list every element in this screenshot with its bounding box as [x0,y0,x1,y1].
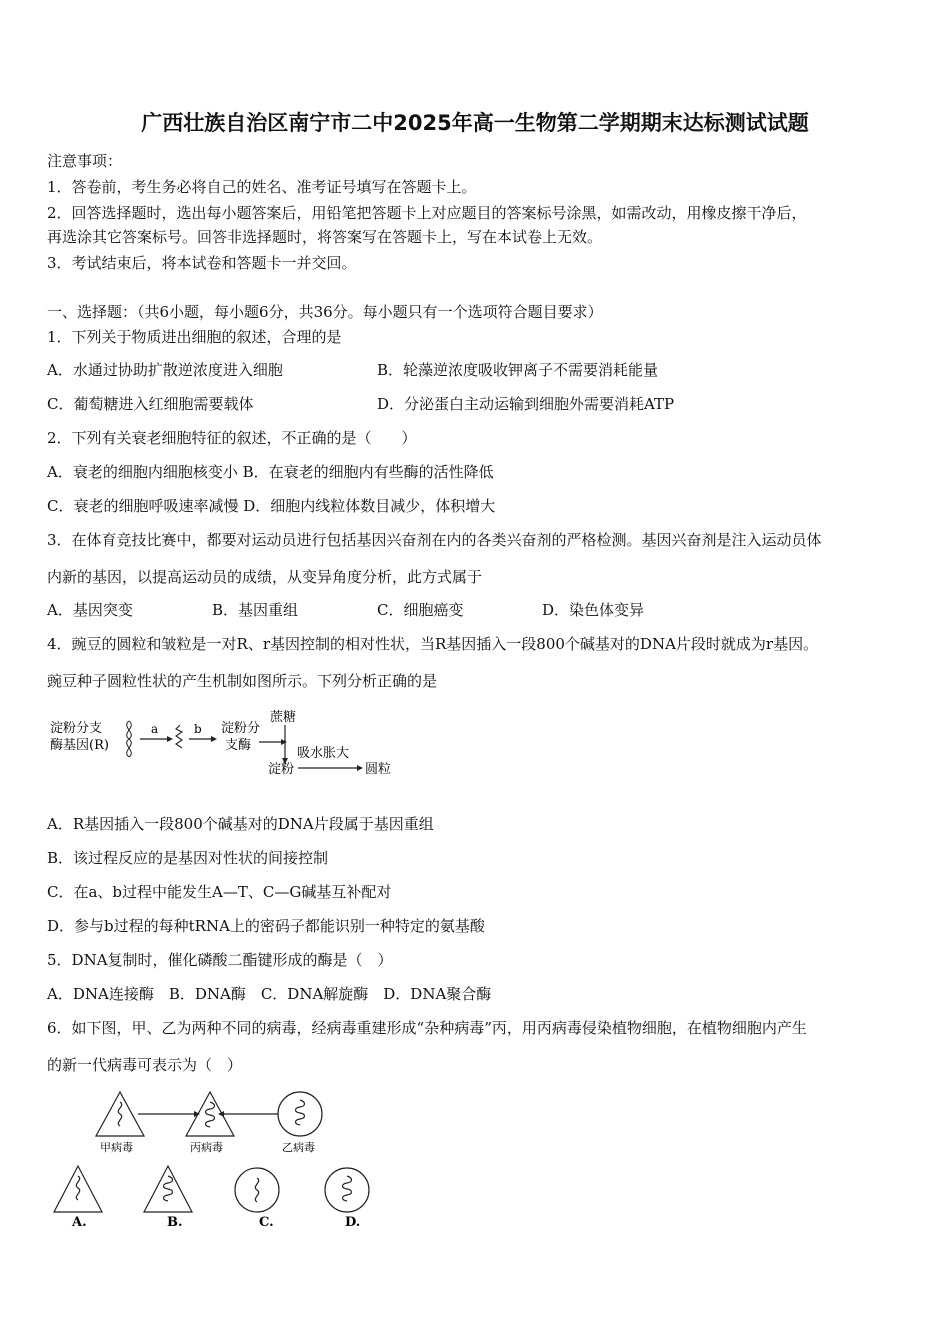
rna-wave-icon [76,1176,79,1200]
q4-stem-line2: 豌豆种子圆粒性状的产生机制如图所示。下列分析正确的是 [47,672,438,690]
label-virus-jia: 甲病毒 [100,1141,133,1154]
rna-wave-icon [118,1102,121,1126]
enzyme-label-line1: 淀粉分 [221,721,261,736]
notice-item-1: 1．答卷前，考生务必将自己的姓名、准考证号填写在答题卡上。 [47,178,477,196]
label-virus-yi: 乙病毒 [282,1141,315,1154]
option-c-label: C. [259,1215,274,1230]
gene-label-line2: 酶基因(R) [50,738,109,753]
virus-yi-circle-icon [278,1092,322,1136]
option-a-label: A. [72,1215,87,1230]
mrna-icon [176,725,182,748]
q1-stem: 1．下列关于物质进出细胞的叙述，合理的是 [47,328,342,346]
q3-option-c: C．细胞癌变 [377,601,464,619]
rna-wave-icon [255,1178,258,1202]
q4-option-c: C．在a、b过程中能发生A—T、C—G碱基互补配对 [47,883,392,901]
q4-option-d: D．参与b过程的每种tRNA上的密码子都能识别一种特定的氨基酸 [47,917,485,935]
rna-coil-icon [343,1176,352,1201]
q2-stem: 2．下列有关衰老细胞特征的叙述，不正确的是（ ） [47,429,417,447]
dna-helix-icon [127,721,132,757]
q5-stem: 5．DNA复制时，催化磷酸二酯键形成的酶是（ ） [47,951,393,969]
q1-option-b: B．轮藻逆浓度吸收钾离子不需要消耗能量 [377,361,659,379]
notice-item-3: 3．考试结束后，将本试卷和答题卡一并交回。 [47,254,357,272]
rna-coil-icon [296,1100,305,1125]
option-a-triangle-icon [54,1166,102,1212]
page-title: 广西壮族自治区南宁市二中2025年高一生物第二学期期末达标测试试题 [141,111,809,135]
q3-stem-line2: 内新的基因，以提高运动员的成绩，从变异角度分析，此方式属于 [47,568,483,586]
q3-option-d: D．染色体变异 [542,601,645,619]
round-label: 圆粒 [365,762,392,777]
label-virus-bing: 丙病毒 [190,1141,223,1154]
q2-options-cd: C．衰老的细胞呼吸速率减慢 D．细胞内线粒体数目减少，体积增大 [47,497,496,515]
virus-answer-options [48,1162,378,1232]
virus-reconstruction-diagram [90,1088,340,1158]
notice-heading: 注意事项： [47,152,123,170]
q5-options: A．DNA连接酶 B．DNA酶 C．DNA解旋酶 D．DNA聚合酶 [47,985,492,1003]
notice-item-2b: 再选涂其它答案标号。回答非选择题时，将答案写在答题卡上，写在本试卷上无效。 [47,228,603,246]
option-b-label: B. [167,1215,183,1230]
q3-option-b: B．基因重组 [212,601,299,619]
q1-option-c: C．葡萄糖进入红细胞需要载体 [47,395,254,413]
notice-item-2a: 2．回答选择题时，选出每小题答案后，用铅笔把答题卡上对应题目的答案标号涂黑，如需改动，用橡皮擦干净后， [47,204,807,222]
q3-option-a: A．基因突变 [47,601,133,619]
enzyme-label-line2: 支酶 [225,738,252,753]
section-heading: 一、选择题：（共6小题，每小题6分，共36分。每小题只有一个选项符合题目要求） [47,303,603,321]
q4-stem-line1: 4．豌豆的圆粒和皱粒是一对R、r基因控制的相对性状，当R基因插入一段800个碱基对的DNA片段时就成为r基因。 [47,635,819,653]
rna-coil-icon [164,1176,173,1201]
q1-option-a: A．水通过协助扩散逆浓度进入细胞 [47,361,283,379]
q4-option-a: A．R基因插入一段800个碱基对的DNA片段属于基因重组 [47,815,434,833]
option-d-label: D. [345,1215,361,1230]
q6-stem-line2: 的新一代病毒可表示为（ ） [47,1056,243,1074]
gene-label-line1: 淀粉分支 [50,721,103,736]
rna-coil-icon [206,1102,215,1127]
option-d-circle-icon [325,1168,369,1212]
absorb-label: 吸水胀大 [297,746,350,761]
q1-option-d: D．分泌蛋白主动运输到细胞外需要消耗ATP [377,395,675,413]
starch-mechanism-diagram [45,705,415,785]
starch-label: 淀粉 [268,762,295,777]
q3-stem-line1: 3．在体育竞技比赛中，都要对运动员进行包括基因兴奋剂在内的各类兴奋剂的严格检测。基因兴奋剂是注入运动员体 [47,531,822,549]
q6-stem-line1: 6．如下图，甲、乙为两种不同的病毒，经病毒重建形成“杂种病毒”丙，用丙病毒侵染植物细胞，在植物细胞内产生 [47,1019,807,1037]
sucrose-label: 蔗糖 [270,710,297,725]
label-b: b [194,722,202,736]
label-a: a [151,722,159,736]
q2-options-ab: A．衰老的细胞内细胞核变小 B．在衰老的细胞内有些酶的活性降低 [47,463,494,481]
q4-option-b: B．该过程反应的是基因对性状的间接控制 [47,849,329,867]
